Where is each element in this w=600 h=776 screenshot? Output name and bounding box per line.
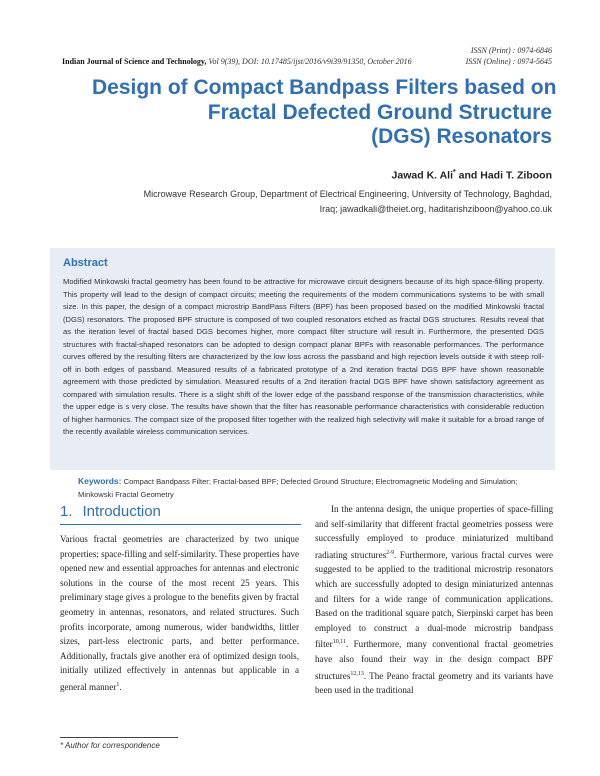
citation: 1 bbox=[116, 681, 120, 688]
author-name: Jawad K. Ali bbox=[391, 169, 454, 182]
correspondence-mark: * bbox=[453, 169, 456, 176]
paragraph-text: . The Peano fractal geometry and its variants have been used in the traditional bbox=[315, 670, 553, 696]
keywords-label: Keywords: bbox=[78, 476, 122, 486]
affiliation-line: Microwave Research Group, Department of Electrical Engineering, University of Technology, Baghdad, bbox=[143, 189, 552, 199]
citation: 12,13 bbox=[350, 670, 364, 677]
abstract-box bbox=[50, 248, 555, 470]
paragraph-text: . Furthermore, various fractal curves were suggested to be applied to the traditional microstrip resonators which are successfully adopted to design miniaturized antennas and filters for a wide range of communication applications. Based on the traditional square patch, Sierpinski carpet has been employed to construct a dual-mode microstrip bandpass filter bbox=[315, 549, 553, 650]
title-line: Fractal Defected Ground Structure bbox=[207, 100, 552, 124]
journal-details: Vol 9(39), DOI: 10.17485/ijst/2016/v9i39/91350, October 2016 bbox=[208, 57, 412, 66]
section-number: 1. bbox=[60, 503, 73, 520]
title-line: (DGS) Resonators bbox=[371, 125, 552, 148]
keywords-text: Compact Bandpass Filter; Fractal-based BPF; Defected Ground Structure; Electromagnetic Modeling and Simulation; Minkowski Fractal Geometry bbox=[78, 477, 518, 499]
journal-name: Indian Journal of Science and Technology, bbox=[62, 57, 207, 66]
abstract-text: Modified Minkowski fractal geometry has been found to be attractive for microwave circuit designers because of its high space-filling property. This property will lead to the design of compact circuits; meeting the requirements of the modern communications systems to be with small size. In this paper, the design of a compact microstrip BandPass Filters (BPF) has been proposed based on the modified Minkowski fractal (DGS) resonators. The proposed BPF structure is composed of two coupled resonators etched as fractal DGS structures. Results reveal that as the iteration level of fractal based DGS becomes higher, more compact filter structure will result in. Furthermore, the presented DGS structures with fractal-shaped resonators can be adopted to design compact planar BPFs with reasonable performances. The performance curves offered by the resulting filters are characterized by the low loss across the passband and high rejection levels outside it with steep roll-off in both edges of passband. Measured results of a fabricated prototype of a 2nd iteration fractal DGS BPF have shown reasonable agreement with those predicted by simulation. Measured results of a 2nd iteration fractal DGS BPF have shown satisfactory agreement as compared with simulation results. There is a slight shift of the lower edge of the passband response of the transmission characteristics, while the upper edge is s very close. The results have shown that the filter has reasonable performance characteristics with considerable reduction of higher harmonics. The compact size of the proposed filter together with the realized high selectivity will make it suitable for a broad range of the recently available wireless communication services. bbox=[63, 277, 544, 436]
footnote-rule bbox=[60, 737, 178, 738]
body-column-right bbox=[315, 502, 553, 698]
article-title bbox=[92, 76, 557, 150]
paragraph-text: . Furthermore, many conventional fractal geometries have also found their way in the design compact BPF structures bbox=[315, 639, 553, 681]
abstract-heading: Abstract bbox=[63, 257, 108, 269]
author-name: and Hadi T. Ziboon bbox=[455, 169, 552, 182]
affiliation-line: Iraq; jawadkali@theiet.org, haditarishziboon@yahoo.co.uk bbox=[319, 203, 552, 214]
title-line: Design of Compact Bandpass Filters based on bbox=[92, 76, 557, 99]
issn-print: ISSN (Print) : 0974-6846 bbox=[470, 46, 552, 55]
keywords bbox=[78, 475, 548, 501]
paragraph-text: In the antenna design, the unique properties of space-filling and self-similarity that different fractal geometries possess were successfully employed to produce miniaturized multiband radiating structures bbox=[315, 504, 553, 560]
section-title: Introduction bbox=[82, 503, 161, 520]
paragraph-text: . bbox=[119, 681, 122, 692]
journal-citation bbox=[62, 57, 412, 66]
paragraph-text: Various fractal geometries are characterized by two unique properties; space-filling and self-similarity. These properties have opened new and essential approaches for antennas and electronic solutions in the course of the most recent 25 years. This preliminary stage gives a prologue to the benefits given by fractal geometry in antennas, resonators, and related structures. Such profits incorporate, among numerous, wider bandwidths, littler sizes, part-less electronic parts, and better performance. Additionally, fractals give another era of optimized design tools, initially utilized effectively in antennas but applicable in a general manner bbox=[60, 534, 299, 692]
footnote: * Author for correspondence bbox=[60, 741, 160, 750]
issn-online: ISSN (Online) : 0974-5645 bbox=[465, 57, 552, 66]
section-heading bbox=[60, 503, 161, 520]
citation: 10,11 bbox=[332, 639, 346, 646]
paragraph bbox=[315, 502, 553, 698]
authors bbox=[392, 169, 552, 182]
affiliation bbox=[144, 187, 552, 216]
paragraph bbox=[60, 532, 299, 695]
citation: 2-9 bbox=[386, 549, 395, 556]
section-rule bbox=[60, 524, 301, 525]
body-column-left bbox=[60, 532, 299, 695]
